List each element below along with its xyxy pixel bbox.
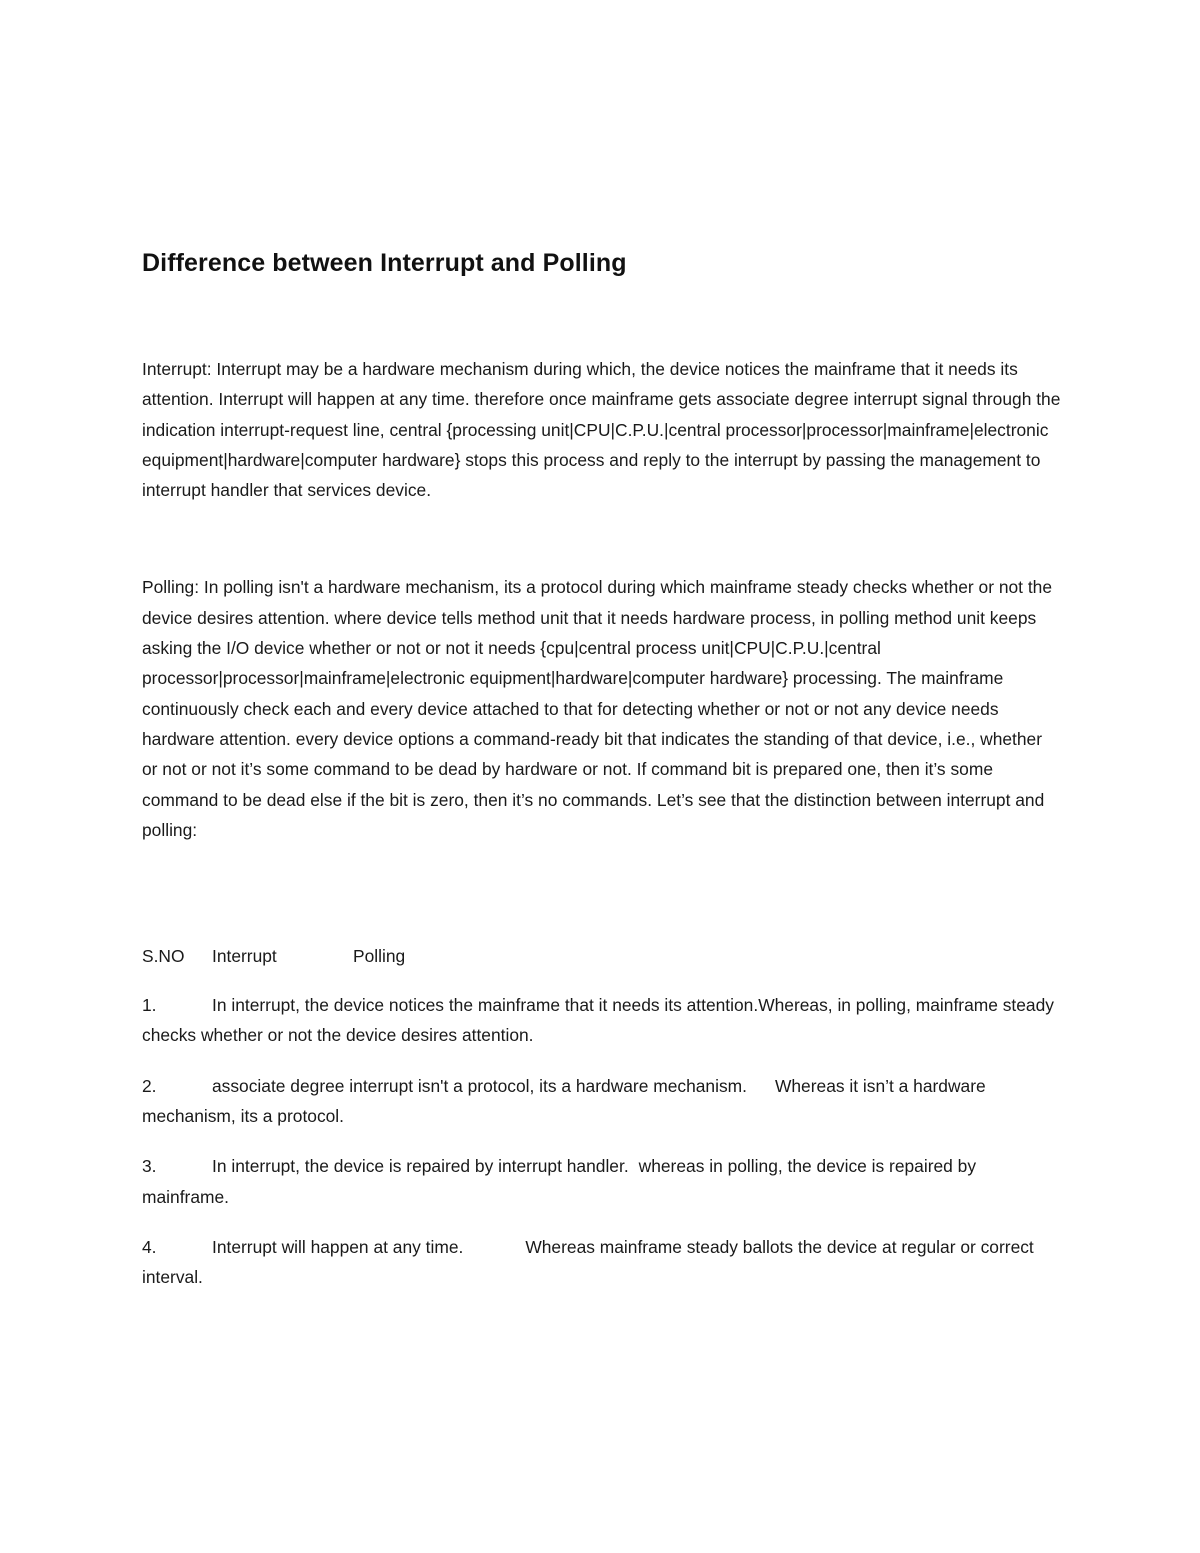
paragraph-interrupt: Interrupt: Interrupt may be a hardware mechanism during which, the device notices the mainframe that it needs its attention. Interrupt will happen at any time. therefore once mainframe gets associate degree interrupt signal through the indication interrupt-request line, central {processing unit|CPU|C.P.U.|central processor|processor|mainframe|electronic equipment|hardware|computer hardware} stops this process and reply to the interrupt by passing the management to interrupt handler that services device.: [142, 359, 1061, 501]
row-interrupt-text: In interrupt, the device is repaired by interrupt handler.: [212, 1156, 629, 1177]
row-interrupt-text: associate degree interrupt isn't a protocol, its a hardware mechanism.: [212, 1075, 747, 1096]
row-interrupt-text: Interrupt will happen at any time.: [212, 1236, 464, 1257]
row-number: 2.: [142, 1075, 157, 1096]
comparison-row: [142, 1232, 1062, 1293]
comparison-table-header: [142, 941, 1062, 971]
header-interrupt: Interrupt: [212, 946, 277, 967]
row-interrupt-text: In interrupt, the device notices the mainframe that it needs its attention.: [212, 995, 759, 1016]
row-polling-text: whereas in polling, the device is repaired by mainframe.: [142, 1156, 977, 1207]
row-polling-text: Whereas, in polling, mainframe steady checks whether or not the device desires attention.: [142, 995, 1054, 1046]
paragraph-polling: Polling: In polling isn't a hardware mechanism, its a protocol during which mainframe steady checks whether or not the device desires attention. where device tells method unit that it needs hardware process, in polling method unit keeps asking the I/O device whether or not or not it needs {cpu|central process unit|CPU|C.P.U.|central processor|processor|mainframe|electronic equipment|hardware|computer hardware} processing. The mainframe continuously check each and every device attached to that for detecting whether or not or not any device needs hardware attention. every device options a command-ready bit that indicates the standing of that device, i.e., whether or not or not it’s some command to be dead by hardware or not. If command bit is prepared one, then it’s some command to be dead else if the bit is zero, then it’s no commands. Let’s see that the distinction between interrupt and polling:: [142, 577, 1053, 840]
document-title: Difference between Interrupt and Polling: [142, 249, 627, 277]
comparison-row: [142, 1071, 1062, 1132]
row-number: 1.: [142, 995, 157, 1016]
row-polling-text: Whereas mainframe steady ballots the device at regular or correct interval.: [142, 1236, 1034, 1288]
comparison-row: [142, 990, 1062, 1051]
row-number: 3.: [142, 1156, 157, 1177]
row-polling-text: Whereas it isn’t a hardware mechanism, its a protocol.: [142, 1075, 986, 1127]
row-number: 4.: [142, 1236, 157, 1257]
document-body: [142, 246, 1062, 1293]
header-sno: S.NO: [142, 946, 185, 967]
comparison-row: [142, 1151, 1062, 1212]
header-polling: Polling: [353, 946, 406, 967]
